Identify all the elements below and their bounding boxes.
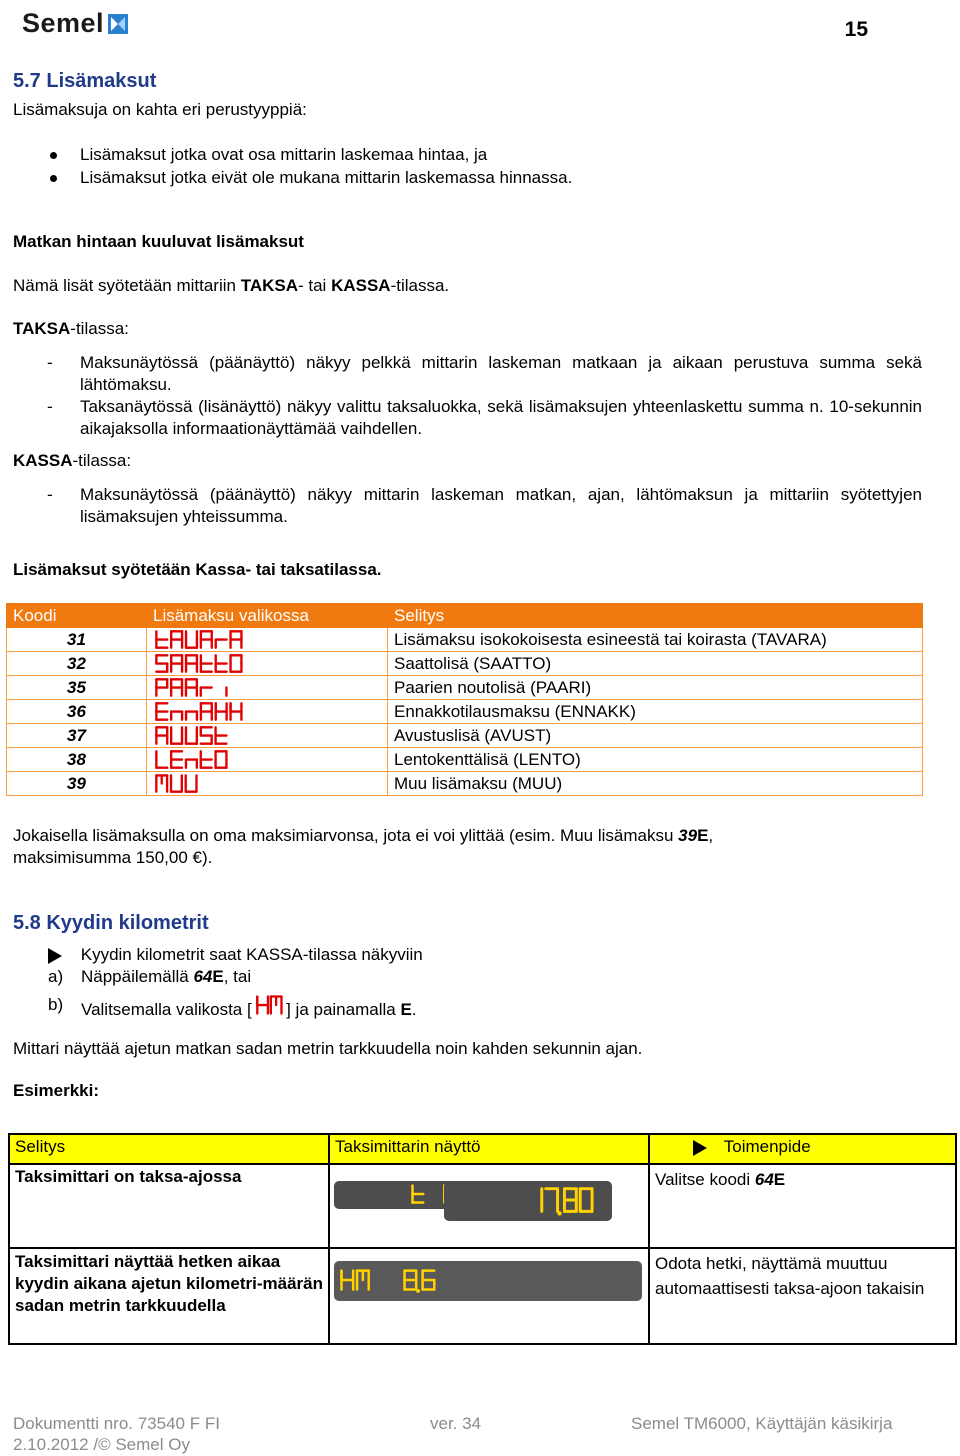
entered-note: Lisämaksut syötetään Kassa- tai taksatilassa. — [13, 560, 382, 579]
logo-mark-icon — [108, 14, 128, 34]
surcharge-description: Lentokenttälisä (LENTO) — [388, 748, 923, 772]
table-row — [7, 748, 923, 772]
bullet-item — [80, 145, 487, 165]
logo-text: Semel — [22, 8, 105, 38]
col-header-code: Koodi — [7, 604, 147, 628]
example-col-desc: Selitys — [9, 1134, 329, 1164]
surcharge-menu-display — [147, 676, 388, 700]
example-row — [9, 1248, 956, 1344]
surcharge-code: 37 — [7, 724, 147, 748]
kassa-suffix: -tilassa: — [72, 451, 132, 470]
example-action-pre: Valitse koodi — [655, 1170, 755, 1189]
bullet-text: Lisämaksut jotka ovat osa mittarin laskemaa hintaa, ja — [80, 145, 488, 164]
surcharge-menu-display — [147, 724, 388, 748]
bullet-item — [80, 168, 572, 188]
bullet-text: Lisämaksut jotka eivät ole mukana mittarin laskemassa hinnassa. — [80, 168, 573, 187]
example-col-action-label: Toimenpide — [723, 1137, 811, 1156]
seven-segment-label — [153, 702, 245, 722]
option-a-text — [81, 967, 251, 987]
kassa-item-text: Maksunäytössä (päänäyttö) näkyy mittarin laskeman matkan, ajan, lähtömaksun ja mittariin syötettyjen lisämaksujen yhteissumma. — [80, 485, 922, 526]
taksa-item-text: Taksanäytössä (lisänäyttö) näkyy valittu taksaluokka, sekä lisämaksujen yhteenlaskettu summa n. 10-sekunnin aikajaksolla informaationäyttämää vaihdellen. — [80, 397, 922, 438]
dash-marker: - — [47, 485, 53, 504]
kassa-label — [13, 451, 131, 471]
entry-text — [13, 276, 449, 296]
surcharge-code: 32 — [7, 652, 147, 676]
entry-kassa: KASSA — [331, 276, 391, 295]
taksa-label — [13, 319, 129, 339]
taksa-item-text: Maksunäytössä (päänäyttö) näkyy pelkkä mittarin laskeman matkaan ja aikaan perustuva summa sekä lähtömaksu. — [80, 353, 922, 394]
surcharge-code: 35 — [7, 676, 147, 700]
page-number: 15 — [844, 18, 868, 41]
dash-marker: - — [47, 397, 53, 416]
subheading — [13, 232, 304, 252]
col-header-menu: Lisämaksu valikossa — [147, 604, 388, 628]
semel-logo — [22, 8, 128, 39]
table-row — [7, 652, 923, 676]
max-note-comma: , — [708, 826, 714, 845]
entry-taksa: TAKSA — [240, 276, 298, 295]
example-col-action — [649, 1134, 956, 1164]
dash-marker: - — [47, 353, 53, 372]
surcharge-code: 36 — [7, 700, 147, 724]
seven-segment-label — [153, 750, 230, 770]
surcharge-description: Ennakkotilausmaksu (ENNAKK) — [388, 700, 923, 724]
surcharge-description: Lisämaksu isokokoisesta esineestä tai koirasta (TAVARA) — [388, 628, 923, 652]
option-a-pre: Näppäilemällä — [81, 967, 194, 986]
kassa-bold: KASSA — [13, 451, 73, 470]
bullet-dot-icon — [50, 175, 57, 182]
option-b-text — [81, 995, 417, 1020]
surcharge-description: Muu lisämaksu (MUU) — [388, 772, 923, 796]
entry-pre: Nämä lisät syötetään mittariin — [13, 276, 241, 295]
table-row — [7, 676, 923, 700]
example-action-code: 64 — [754, 1170, 774, 1189]
fare-value — [526, 1187, 596, 1215]
km-label-display — [338, 1269, 373, 1293]
max-note-key: E — [697, 826, 709, 845]
table-row — [7, 700, 923, 724]
tariff-display — [409, 1184, 448, 1206]
surcharge-menu-display — [147, 652, 388, 676]
surcharge-description: Paarien noutolisä (PAARI) — [388, 676, 923, 700]
seven-segment-label — [153, 678, 230, 698]
example-table — [8, 1133, 957, 1345]
table-header-row — [7, 604, 923, 628]
kassa-item — [47, 484, 922, 528]
table-row — [7, 628, 923, 652]
surcharge-description: Saattolisä (SAATTO) — [388, 652, 923, 676]
seven-segment-label — [153, 726, 230, 746]
km-value-display — [401, 1269, 438, 1293]
table-row — [7, 724, 923, 748]
surcharge-menu-display — [147, 772, 388, 796]
section-title-5-7: 5.7 Lisämaksut — [13, 70, 157, 92]
example-display-cell — [329, 1164, 649, 1248]
col-header-desc: Selitys — [388, 604, 923, 628]
option-b-post: . — [411, 1000, 417, 1019]
play-arrow-icon — [48, 948, 62, 964]
example-col-display: Taksimittarin näyttö — [329, 1134, 649, 1164]
example-action: Odota hetki, näyttämä muuttuu automaattisesti taksa-ajoon takaisin — [649, 1248, 956, 1344]
surcharge-menu-display — [147, 700, 388, 724]
seven-segment-label — [153, 654, 245, 674]
taximeter-display — [334, 1261, 642, 1301]
example-header-row — [9, 1134, 956, 1164]
bullet-dot-icon — [50, 152, 57, 159]
entry-mid: - tai — [298, 276, 332, 295]
table-row — [7, 772, 923, 796]
option-a-post: , tai — [223, 967, 252, 986]
taksa-bold: TAKSA — [13, 319, 71, 338]
footer-doc: Dokumentti nro. 73540 F FI — [13, 1414, 220, 1433]
max-note-line2: maksimisumma 150,00 €). — [13, 848, 213, 867]
max-note-code: 39 — [678, 826, 698, 845]
option-b — [48, 995, 417, 1019]
max-note — [13, 825, 922, 869]
example-display-cell — [329, 1248, 649, 1344]
footer-date: 2.10.2012 /© Semel Oy — [13, 1435, 190, 1454]
seven-segment-label — [153, 630, 245, 650]
fare-display — [444, 1181, 612, 1221]
footer-title: Semel TM6000, Käyttäjän käsikirja — [631, 1414, 893, 1433]
seven-segment-label — [153, 774, 200, 794]
intro-text: Lisämaksuja on kahta eri perustyyppiä: — [13, 100, 307, 119]
arrow-line — [48, 945, 423, 965]
example-desc: Taksimittari on taksa-ajossa — [9, 1164, 329, 1248]
option-b-mid: ] ja painamalla — [286, 1000, 401, 1019]
play-arrow-icon — [693, 1140, 707, 1156]
subheading-text: Matkan hintaan kuuluvat lisämaksut — [13, 232, 304, 251]
max-note-pre: Jokaisella lisämaksulla on oma maksimiarvonsa, jota ei voi ylittää (esim. Muu lisämaksu — [13, 826, 679, 845]
option-b-key: E — [400, 1000, 412, 1019]
section-title-5-8: 5.8 Kyydin kilometrit — [13, 912, 209, 934]
option-a-code: 64 — [193, 967, 213, 986]
surcharge-menu-display — [147, 748, 388, 772]
surcharge-menu-display — [147, 628, 388, 652]
example-desc: Taksimittari näyttää hetken aikaa kyydin aikana ajetun kilometri-määrän sadan metrin tarkkuudella — [9, 1248, 329, 1344]
surcharge-table — [6, 603, 923, 796]
option-b-label: b) — [48, 995, 64, 1014]
example-action-key: E — [773, 1170, 786, 1189]
arrow-line-text: Kyydin kilometrit saat KASSA-tilassa näkyviin — [80, 945, 423, 964]
example-action — [649, 1164, 956, 1248]
taksa-item — [47, 352, 922, 396]
surcharge-code: 39 — [7, 772, 147, 796]
taksa-item — [47, 396, 922, 440]
entry-post: -tilassa. — [390, 276, 450, 295]
example-label: Esimerkki: — [13, 1081, 99, 1100]
option-b-pre: Valitsemalla valikosta [ — [81, 1000, 252, 1019]
option-a — [48, 967, 252, 987]
footer-version: ver. 34 — [430, 1414, 482, 1433]
surcharge-code: 38 — [7, 748, 147, 772]
example-row — [9, 1164, 956, 1248]
surcharge-description: Avustuslisä (AVUST) — [388, 724, 923, 748]
taksa-suffix: -tilassa: — [70, 319, 129, 338]
km-menu-icon — [254, 995, 284, 1019]
km-paragraph: Mittari näyttää ajetun matkan sadan metrin tarkkuudella noin kahden sekunnin ajan. — [13, 1039, 643, 1058]
surcharge-code: 31 — [7, 628, 147, 652]
option-a-label: a) — [48, 967, 64, 986]
option-a-key: E — [212, 967, 224, 986]
